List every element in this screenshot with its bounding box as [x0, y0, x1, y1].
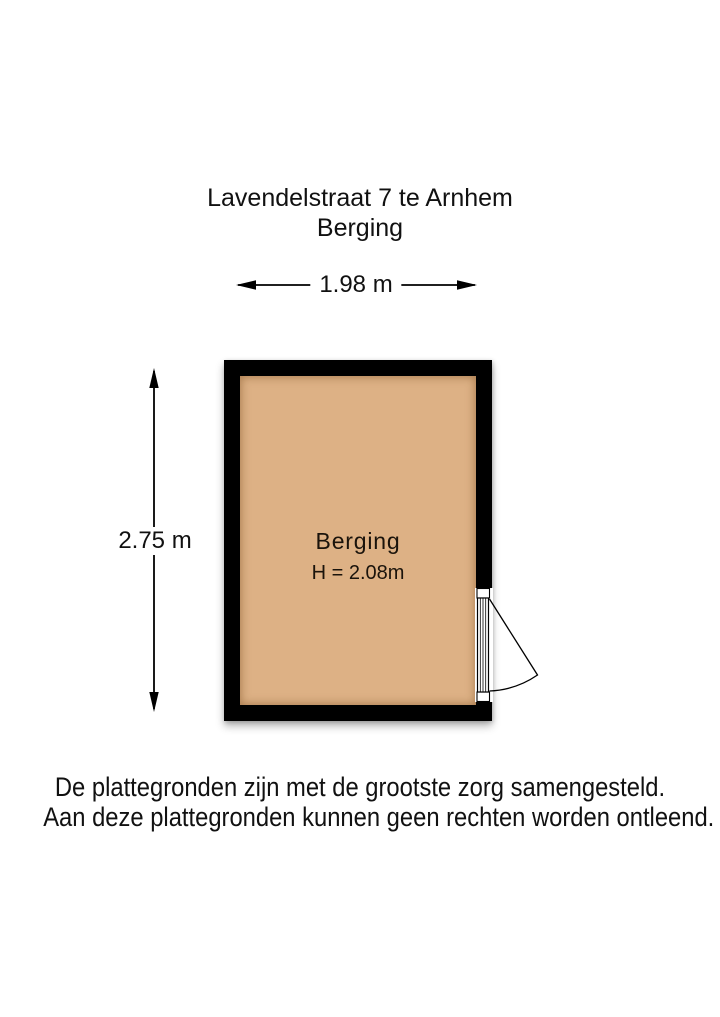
page-title: Lavendelstraat 7 te Arnhem — [207, 184, 513, 212]
room-ceiling-height-label: H = 2.08m — [311, 562, 405, 584]
arrow-up-icon — [149, 368, 158, 388]
title-block — [0, 183, 720, 243]
height-dimension-label: 2.75 m — [109, 527, 200, 555]
room-label-block — [224, 526, 492, 587]
arrow-right-icon — [457, 280, 477, 289]
room-name-label: Berging — [315, 528, 401, 554]
page-subtitle: Berging — [316, 214, 404, 242]
arrow-down-icon — [149, 692, 158, 712]
arrow-left-icon — [236, 280, 256, 289]
disclaimer — [0, 772, 720, 832]
disclaimer-line-2: Aan deze plattegronden kunnen geen rechten worden ontleend. — [43, 802, 715, 832]
disclaimer-line-1: De plattegronden zijn met de grootste zorg samengesteld. — [54, 772, 666, 802]
width-dimension-label: 1.98 m — [310, 271, 401, 299]
door-swing-arc — [490, 599, 538, 691]
